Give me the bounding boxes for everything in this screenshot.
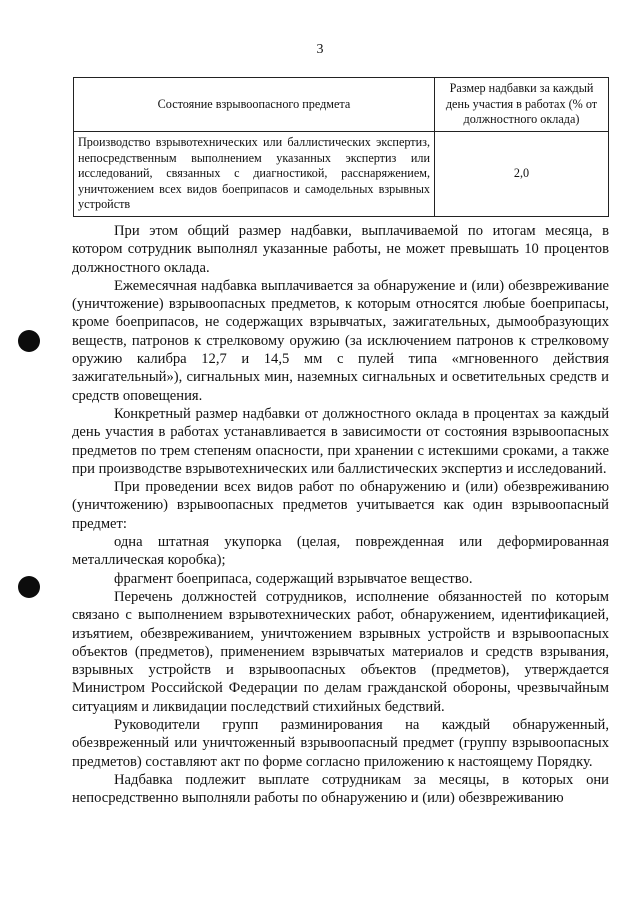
table-row — [74, 132, 609, 217]
paragraph: одна штатная укупорка (целая, поврежденная или деформированная металлическая коробка); — [72, 534, 609, 569]
page-number: 3 — [316, 42, 324, 57]
paragraph: Конкретный размер надбавки от должностного оклада в процентах за каждый день участия в работах устанавливается в зависимости от состояния взрывоопасных предметов по трем степеням опасности, при хранении с истекшими сроками, а также при производстве взрывотехнических или баллистических экспертиз и исследований. — [72, 405, 609, 477]
allowance-table — [73, 77, 609, 217]
punch-hole-bottom — [18, 576, 40, 598]
paragraph: Перечень должностей сотрудников, исполнение обязанностей по которым связано с выполнением взрывотехнических работ, обнаружением, идентификацией, изъятием, обезвреживанием, уничтожением взрывных устройств и взрывоопасных объектов (предметов), применением взрывчатых материалов и средств взрывания, взрывных устройств и взрывоопасных объектов (предметов), утверждается Министром Российской Федерации по делам гражданской обороны, чрезвычайным ситуациям и ликвидации последствий стихийных бедствий. — [72, 588, 609, 715]
paragraph: Надбавка подлежит выплате сотрудникам за месяцы, в которых они непосредственно выполняли работы по обнаружению и (или) обезвреживанию — [72, 771, 609, 807]
table-header-state: Состояние взрывоопасного предмета — [74, 78, 435, 132]
paragraph: фрагмент боеприпаса, содержащий взрывчатое вещество. — [114, 570, 473, 587]
table-header-rate: Размер надбавки за каждый день участия в работах (% от должностного оклада) — [435, 78, 609, 132]
paragraph: При этом общий размер надбавки, выплачиваемой по итогам месяца, в котором сотрудник выполнял указанные работы, не может превышать 10 процентов должностного оклада. — [72, 223, 609, 276]
table-header-row — [74, 78, 609, 132]
paragraph: Руководители групп разминирования на каждый обнаруженный, обезвреженный или уничтоженный взрывоопасный предмет (группу взрывоопасных предметов) составляют акт по форме согласно приложению к настоящему Порядку. — [72, 717, 609, 770]
paragraph: Ежемесячная надбавка выплачивается за обнаружение и (или) обезвреживание (уничтожение) взрывоопасных предметов, к которым относятся любые боеприпасы, кроме боеприпасов, не содержащих взрывчатых, зажигательных, дымообразующих веществ, патронов к стрелковому оружию (за исключением патронов к стрелковому оружию калибра 12,7 и 14,5 мм с пулей типа «мгновенного действия зажигательный»), сигнальных мин, наземных сигнальных и осветительных средств и средств оповещения. — [72, 277, 609, 404]
paragraph: При проведении всех видов работ по обнаружению и (или) обезвреживанию (уничтожению) взрывоопасных предметов учитывается как один взрывоопасный предмет: — [72, 479, 609, 532]
table-cell-state: Производство взрывотехнических или баллистических экспертиз, непосредственным выполнением указанных экспертиз или исследований, связанных с диагностикой, расснаряжением, уничтожением всех видов боеприпасов и самодельных взрывных устройств — [74, 132, 435, 217]
table-cell-rate: 2,0 — [435, 132, 609, 217]
document-body — [72, 222, 609, 808]
punch-hole-top — [18, 330, 40, 352]
